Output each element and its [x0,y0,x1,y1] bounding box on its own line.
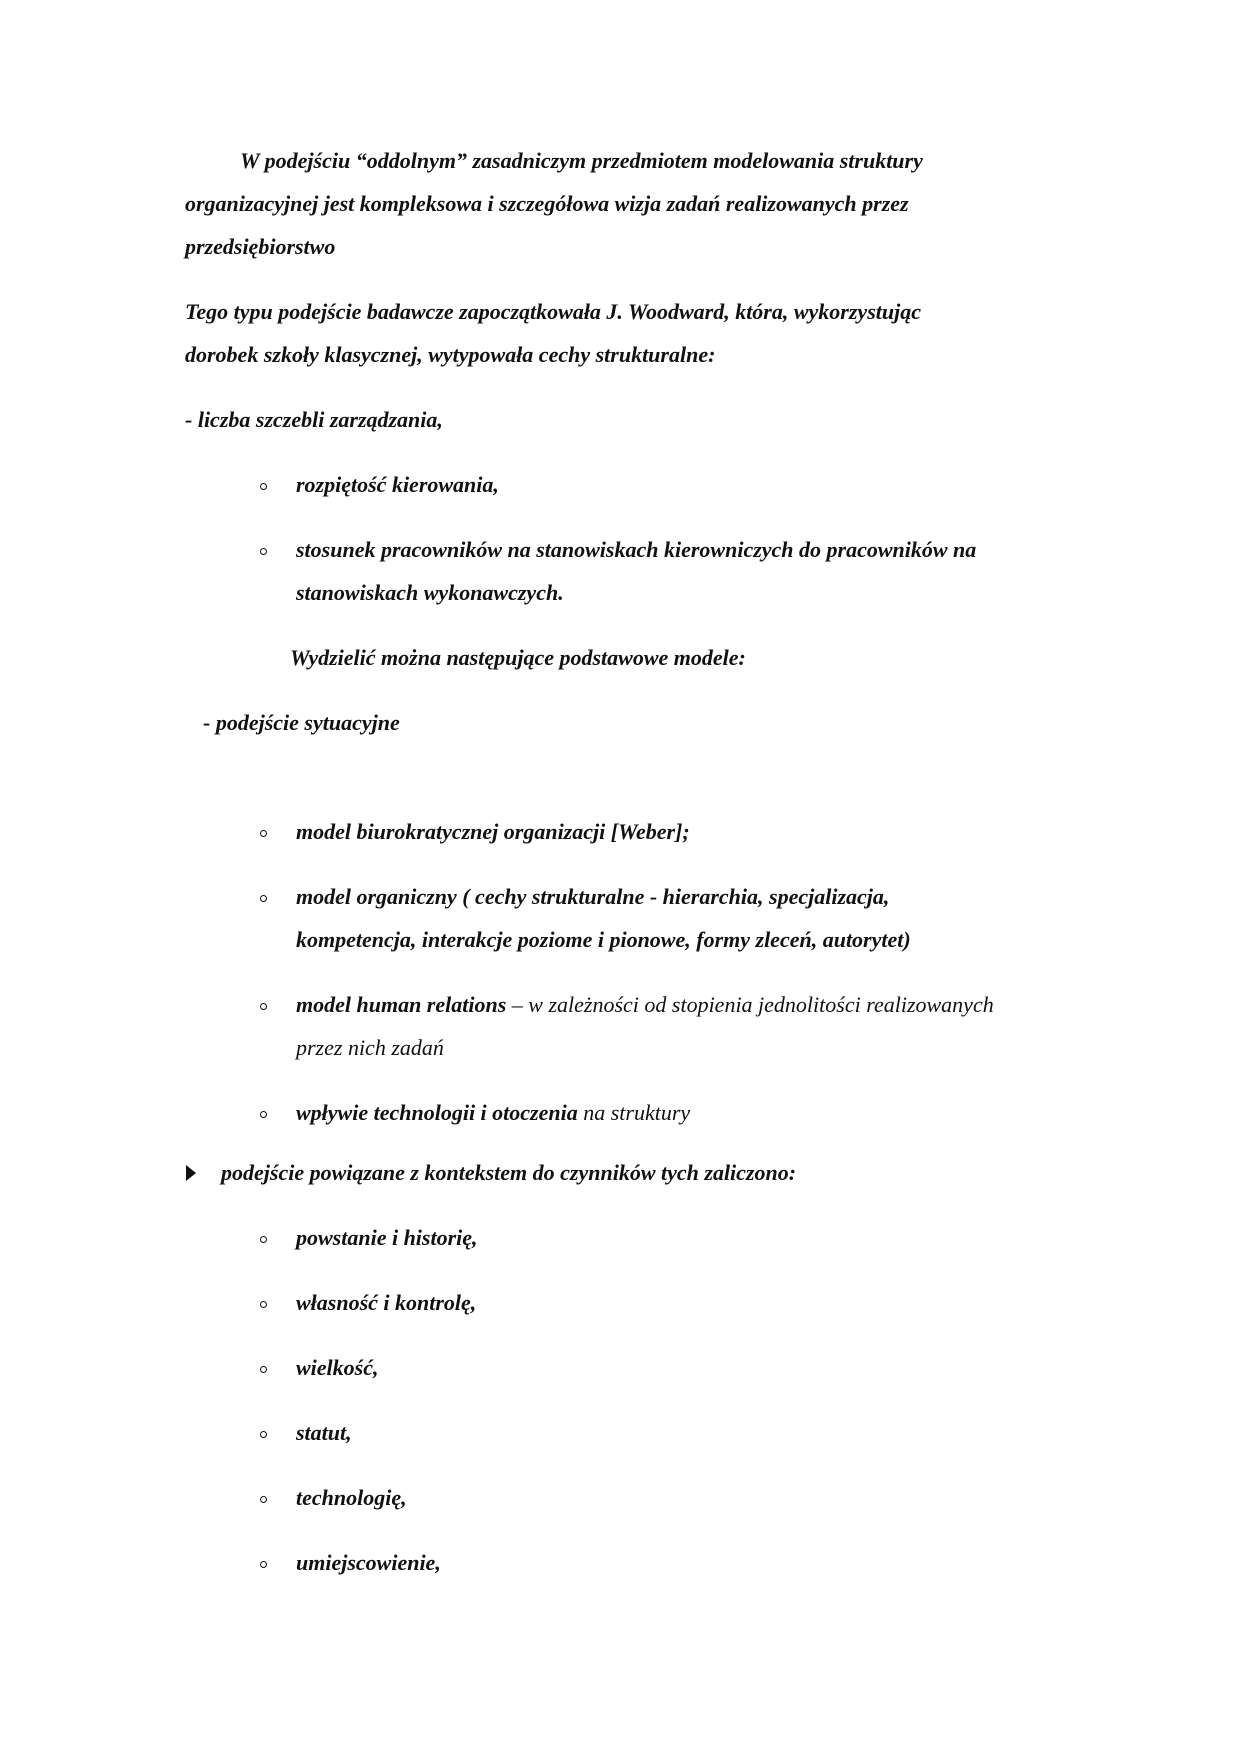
context-item: statut, [296,1420,352,1445]
woodward-line-2: dorobek szkoły klasycznej, wytypowała cechy strukturalne: [185,342,716,367]
circle-bullet-icon [260,1496,267,1503]
model-item-4 [296,1099,690,1127]
model-item-3-line-1 [296,991,994,1019]
circle-bullet-icon [260,1561,267,1568]
circle-bullet-icon [260,483,267,490]
feature-dash-item: - liczba szczebli zarządzania, [185,407,443,432]
model-item-4-bold: wpływie technologii i otoczenia [296,1100,578,1125]
model-item-3-rest: – w zależności od stopienia jednolitości realizowanych [506,992,994,1017]
model-item-4-rest: na struktury [577,1100,691,1125]
feature-item-2-line-1: stosunek pracowników na stanowiskach kierowniczych do pracowników na [296,537,977,562]
model-item-2-line-1: model organiczny ( cechy strukturalne - hierarchia, specjalizacja, [296,884,890,909]
model-item-2-line-2: kompetencja, interakcje poziome i pionowe, formy zleceń, autorytet) [296,927,911,952]
circle-bullet-icon [260,895,267,902]
context-item: wielkość, [296,1355,379,1380]
feature-item-1: rozpiętość kierowania, [296,472,499,497]
intro-line-2: organizacyjnej jest kompleksowa i szczegółowa wizja zadań realizowanych przez [185,191,909,216]
circle-bullet-icon [260,1366,267,1373]
context-item: technologię, [296,1485,407,1510]
model-item-1: model biurokratycznej organizacji [Weber]; [296,819,690,844]
circle-bullet-icon [260,1111,267,1118]
context-item: powstanie i historię, [296,1225,478,1250]
model-item-3-bold: model human relations [296,992,507,1017]
models-heading: Wydzielić można następujące podstawowe modele: [290,645,746,670]
situational-approach: - podejście sytuacyjne [203,710,400,735]
circle-bullet-icon [260,1236,267,1243]
context-item: umiejscowienie, [296,1550,441,1575]
triangle-bullet-icon [186,1165,196,1181]
circle-bullet-icon [260,1301,267,1308]
woodward-line-1: Tego typu podejście badawcze zapoczątkowała J. Woodward, która, wykorzystując [185,299,921,324]
circle-bullet-icon [260,1003,267,1010]
model-item-3-line-2: przez nich zadań [296,1035,444,1060]
context-heading: podejście powiązane z kontekstem do czynników tych zaliczono: [221,1160,797,1185]
circle-bullet-icon [260,830,267,837]
intro-line-1: W podejściu “oddolnym” zasadniczym przedmiotem modelowania struktury [240,148,923,173]
feature-item-2-line-2: stanowiskach wykonawczych. [296,580,564,605]
circle-bullet-icon [260,548,267,555]
circle-bullet-icon [260,1431,267,1438]
context-item: własność i kontrolę, [296,1290,477,1315]
intro-line-3: przedsiębiorstwo [185,234,336,259]
